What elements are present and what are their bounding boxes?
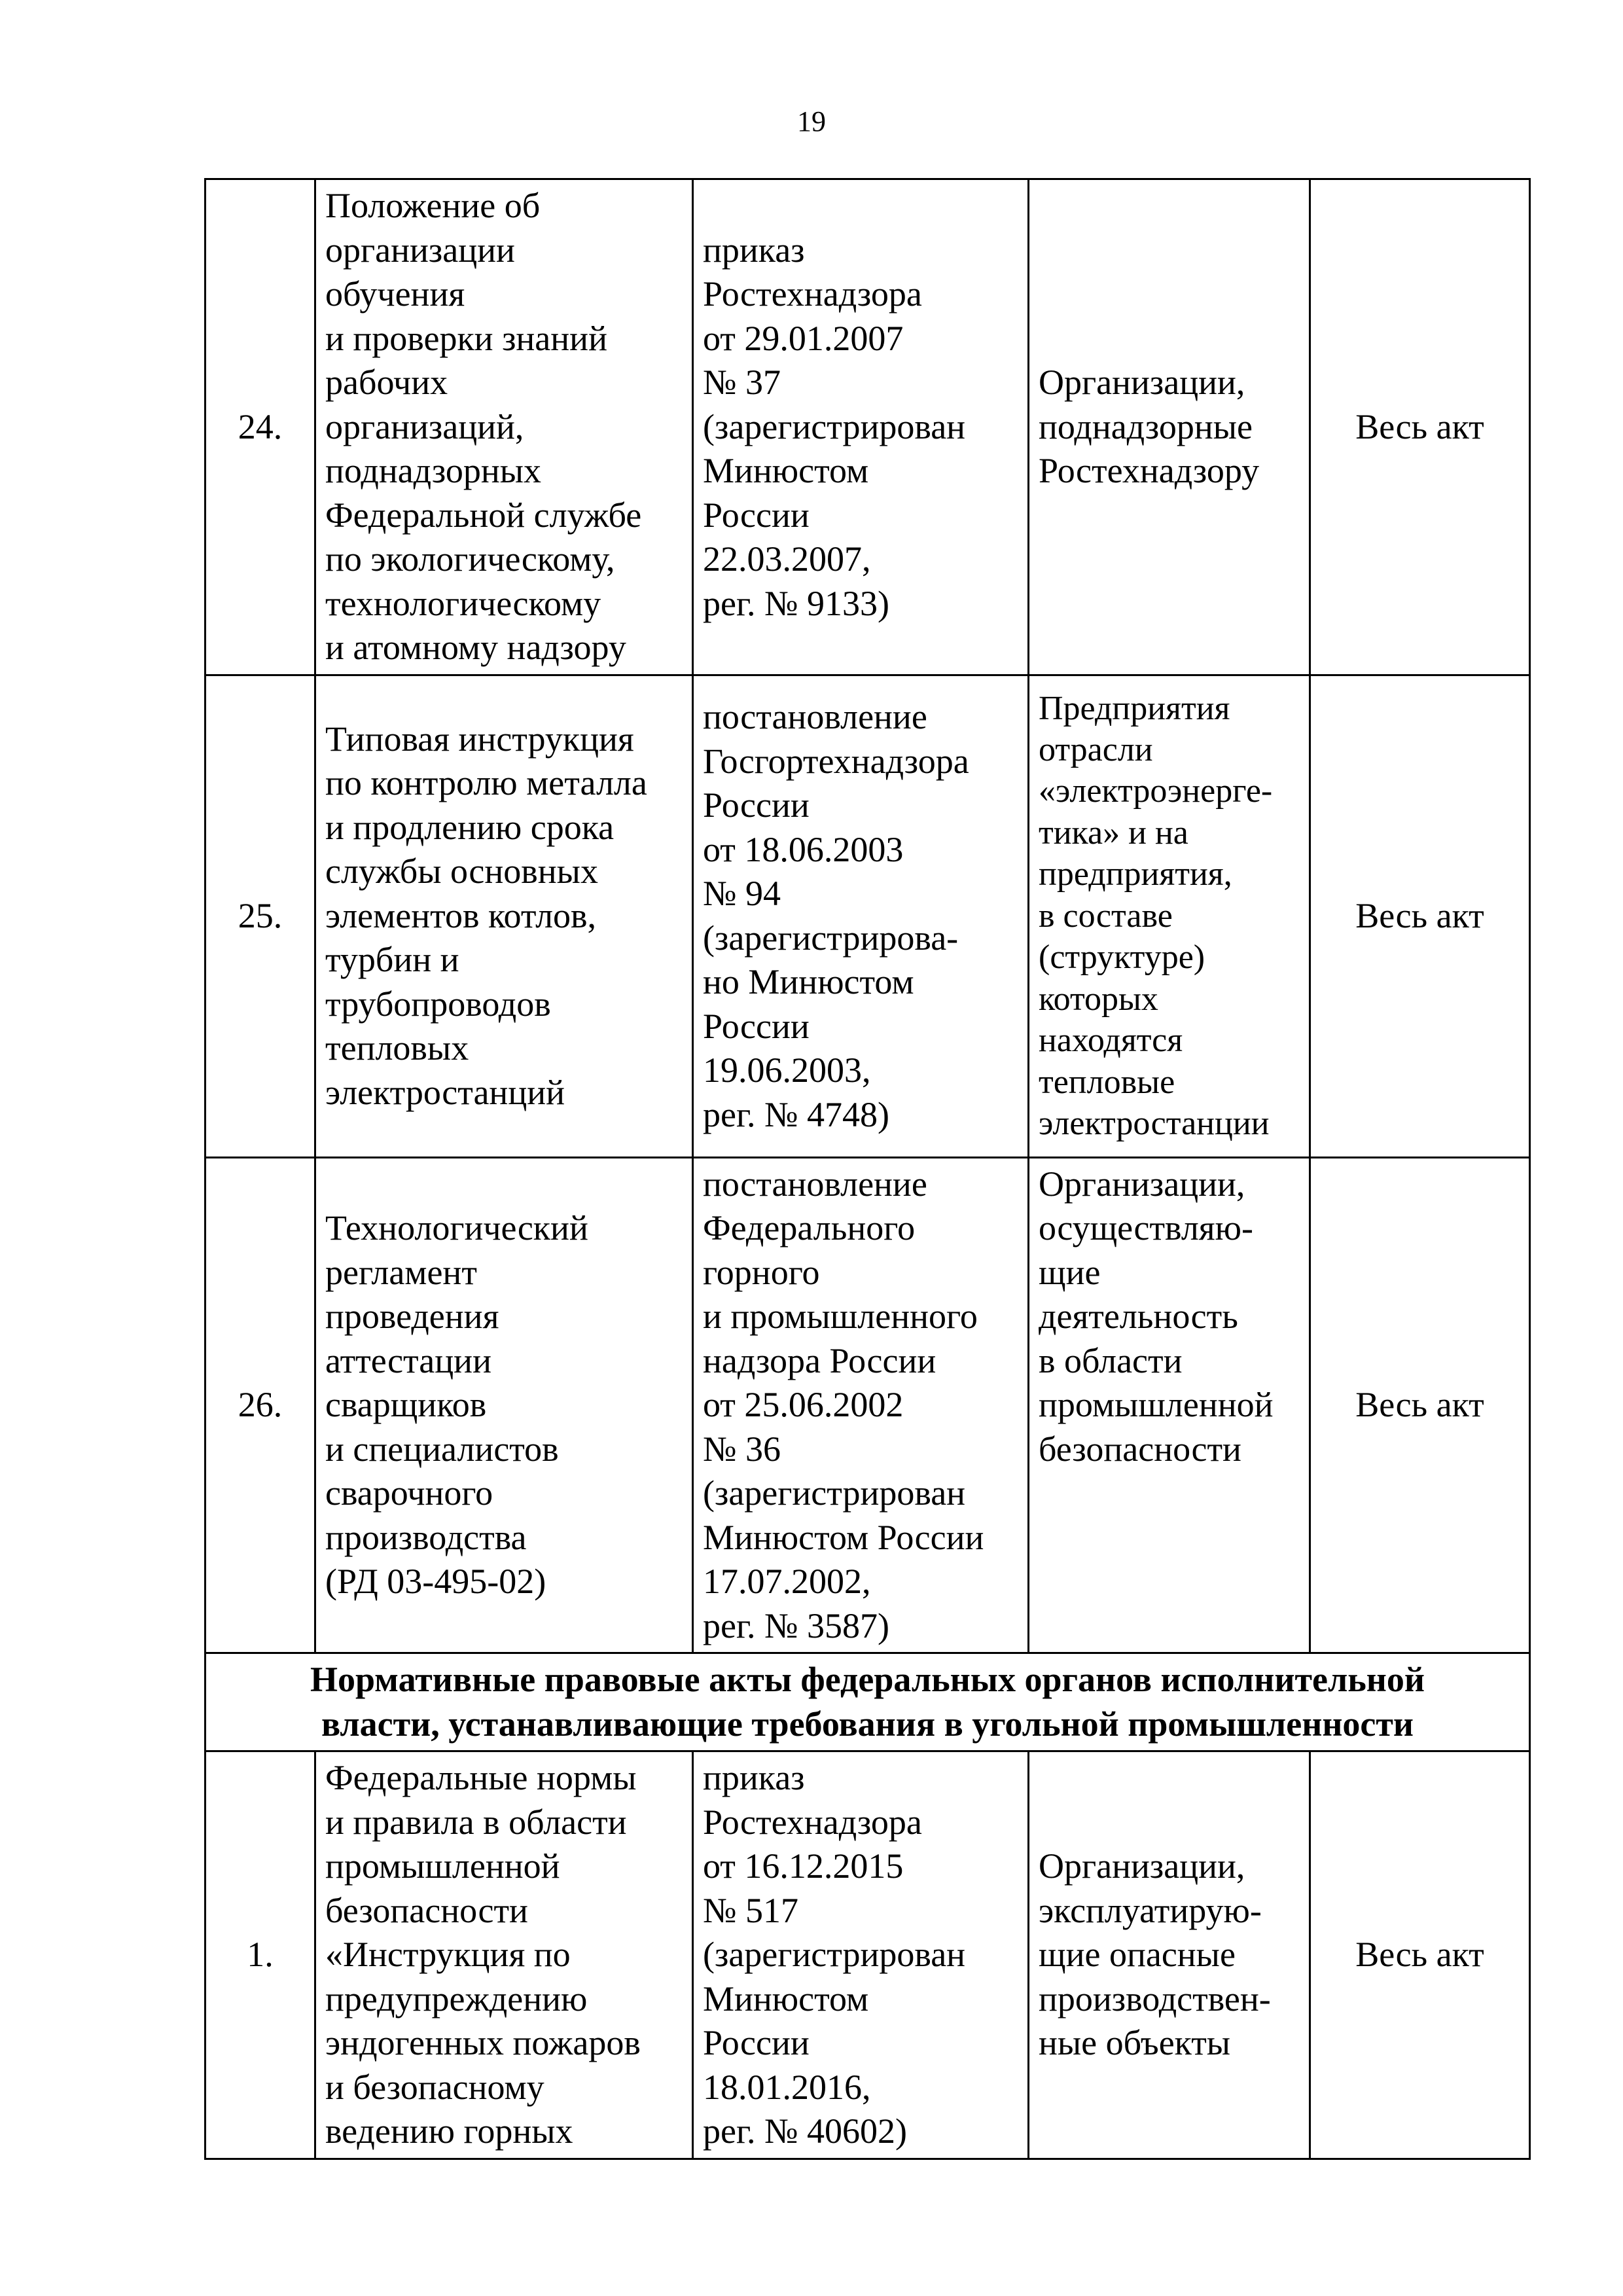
text-line: рег. № 9133) [703,583,890,623]
text-line: от 18.06.2003 [703,829,904,869]
text-line: постановление [703,697,927,736]
text-line: № 517 [703,1890,799,1930]
text-line: организаций, [325,406,524,446]
text-line: (РД 03-495-02) [325,1562,546,1601]
text-line: аттестации [325,1340,491,1380]
text-line: которых [1039,980,1158,1018]
text-line: Федерального [703,1208,916,1247]
text-line: (зарегистрирован [703,1935,966,1974]
legal-acts-table [204,178,1531,2160]
text-line: тепловых [325,1028,469,1068]
text-line: промышленной [325,1846,560,1886]
text-line: щие [1039,1252,1101,1292]
section-heading-row [205,1653,1530,1751]
text-line: отрасли [1039,731,1153,769]
text-line: деятельность [1039,1297,1238,1336]
text-line: власти, устанавливающие требования в угольной промышленности [321,1704,1414,1744]
text-line: приказ [703,1758,805,1797]
row-number: 24. [205,179,315,675]
text-line: безопасности [1039,1429,1241,1469]
text-line: рег. № 3587) [703,1605,890,1645]
text-line: от 25.06.2002 [703,1385,904,1424]
text-line: России [703,2023,810,2062]
table-row [205,1157,1530,1653]
row-number: 1. [205,1751,315,2159]
act-name-cell [315,1157,693,1653]
text-line: производствен- [1039,1979,1271,2018]
text-line: Минюстом [703,1979,869,2018]
text-line: (зарегистрирован [703,406,966,446]
text-line: постановление [703,1164,927,1204]
text-line: предупреждению [325,1979,588,2018]
text-line: «электроэнерге- [1039,772,1273,810]
scope-cell: Весь акт [1310,179,1530,675]
text-line: и безопасному [325,2067,544,2107]
text-line: проведения [325,1297,499,1336]
scope-cell: Весь акт [1310,675,1530,1157]
text-line: поднадзорные [1039,406,1253,446]
text-line: Ростехнадзору [1039,451,1260,490]
act-requisites-cell [693,675,1029,1157]
text-line: 22.03.2007, [703,539,871,579]
row-number: 25. [205,675,315,1157]
text-line: эндогенных пожаров [325,2023,641,2062]
text-line: тика» и на [1039,814,1188,852]
text-line: и продлению срока [325,807,615,847]
text-line: Минюстом России [703,1517,984,1557]
text-line: турбин и [325,940,459,980]
text-line: ные объекты [1039,2023,1231,2062]
text-line: тепловые [1039,1063,1175,1101]
table-row [205,1751,1530,2159]
text-line: № 94 [703,874,781,913]
section-heading [205,1653,1530,1751]
text-line: эксплуатирую- [1039,1890,1262,1930]
text-line: и атомному надзору [325,628,626,667]
text-line: трубопроводов [325,984,551,1024]
act-name-cell [315,179,693,675]
text-line: находятся [1039,1022,1183,1060]
text-line: но Минюстом [703,962,914,1001]
applies-to-cell [1029,1751,1310,2159]
text-line: Нормативные правовые акты федеральных органов исполнительной [310,1660,1425,1699]
text-line: сварочного [325,1473,493,1513]
text-line: Госгортехнадзора [703,741,969,781]
row-number: 26. [205,1157,315,1653]
text-line: и проверки знаний [325,318,607,358]
page-number: 19 [797,105,826,137]
text-line: Федеральной службе [325,495,642,535]
text-line: России [703,1006,810,1046]
text-line: рег. № 40602) [703,2111,908,2151]
text-line: регламент [325,1252,477,1292]
table-row [205,675,1530,1157]
text-line: России [703,785,810,825]
text-line: осуществляю- [1039,1208,1253,1247]
text-line: Положение об [325,186,541,225]
text-line: Федеральные нормы [325,1758,637,1797]
text-line: России [703,495,810,535]
act-requisites-cell [693,1157,1029,1653]
text-line: по экологическому, [325,539,615,579]
text-line: Ростехнадзора [703,274,922,314]
text-line: надзора России [703,1340,936,1380]
text-line: рег. № 4748) [703,1094,890,1134]
text-line: в составе [1039,897,1173,935]
table-row [205,179,1530,675]
text-line: № 36 [703,1429,781,1469]
text-line: приказ [703,230,805,270]
applies-to-cell [1029,179,1310,675]
text-line: службы основных [325,852,598,891]
text-line: технологическому [325,583,601,623]
text-line: Типовая инструкция [325,719,634,759]
text-line: Ростехнадзора [703,1802,922,1842]
text-line: в области [1039,1340,1183,1380]
text-line: от 29.01.2007 [703,318,904,358]
scope-cell: Весь акт [1310,1157,1530,1653]
text-line: электростанции [1039,1104,1270,1142]
act-requisites-cell [693,179,1029,675]
text-line: производства [325,1517,527,1557]
text-line: «Инструкция по [325,1935,571,1974]
text-line: 19.06.2003, [703,1050,871,1090]
applies-to-cell [1029,675,1310,1157]
text-line: и специалистов [325,1429,559,1469]
text-line: Предприятия [1039,689,1230,727]
text-line: (зарегистрирован [703,1473,966,1513]
text-line: ведению горных [325,2111,573,2151]
scope-cell: Весь акт [1310,1751,1530,2159]
text-line: поднадзорных [325,451,542,490]
text-line: Технологический [325,1208,588,1247]
text-line: щие опасные [1039,1935,1236,1974]
text-line: электростанций [325,1072,565,1112]
applies-to-cell [1029,1157,1310,1653]
text-line: от 16.12.2015 [703,1846,904,1886]
text-line: и правила в области [325,1802,627,1842]
text-line: Организации, [1039,363,1245,402]
text-line: безопасности [325,1890,528,1930]
text-line: сварщиков [325,1385,487,1424]
text-line: по контролю металла [325,763,647,803]
text-line: (зарегистрирова- [703,918,959,958]
text-line: и промышленного [703,1297,978,1336]
text-line: промышленной [1039,1385,1274,1424]
text-line: элементов котлов, [325,895,597,935]
act-requisites-cell [693,1751,1029,2159]
text-line: Организации, [1039,1846,1245,1886]
text-line: 18.01.2016, [703,2067,871,2107]
text-line: (структуре) [1039,939,1205,977]
act-name-cell [315,675,693,1157]
text-line: Минюстом [703,451,869,490]
text-line: организации [325,230,515,270]
text-line: Организации, [1039,1164,1245,1204]
act-name-cell [315,1751,693,2159]
text-line: 17.07.2002, [703,1562,871,1601]
text-line: предприятия, [1039,855,1232,893]
text-line: № 37 [703,363,781,402]
text-line: рабочих [325,363,448,402]
text-line: обучения [325,274,465,314]
text-line: горного [703,1252,820,1292]
